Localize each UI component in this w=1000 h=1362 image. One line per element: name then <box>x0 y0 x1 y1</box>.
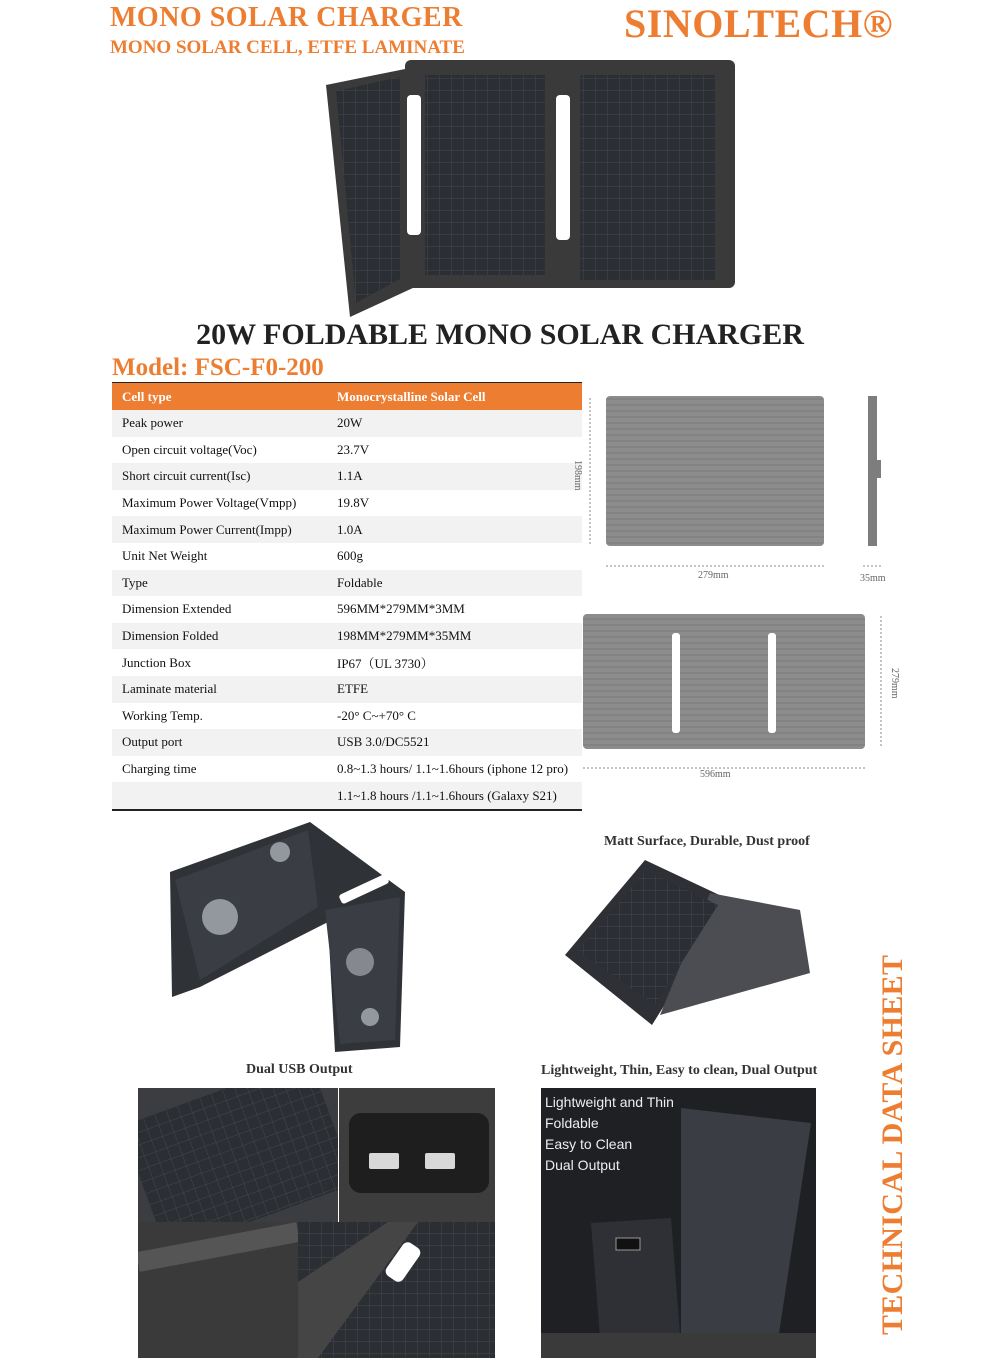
spec-table <box>112 382 582 811</box>
spec-value: 600g <box>327 543 582 570</box>
spec-row <box>112 649 582 676</box>
caption-lightweight: Lightweight, Thin, Easy to clean, Dual Output <box>541 1063 818 1078</box>
folded-depth-label: 35mm <box>860 573 886 584</box>
extended-panel <box>583 614 865 749</box>
extended-height-label: 279mm <box>889 668 900 699</box>
folded-width-label: 279mm <box>698 570 729 581</box>
spec-label: Charging time <box>112 756 327 783</box>
spec-row <box>112 676 582 703</box>
spec-value: 20W <box>327 410 582 437</box>
folded-dimension-drawing <box>578 388 898 588</box>
spec-value: 19.8V <box>327 490 582 517</box>
spec-row <box>112 437 582 464</box>
header-subtitle: MONO SOLAR CELL, ETFE LAMINATE <box>110 37 465 58</box>
product-title: 20W FOLDABLE MONO SOLAR CHARGER <box>196 318 804 351</box>
spec-label: Maximum Power Voltage(Vmpp) <box>112 490 327 517</box>
spec-label: Maximum Power Current(Impp) <box>112 516 327 543</box>
spec-value: -20° C~+70° C <box>327 703 582 730</box>
overlay-feature-3: Easy to Clean <box>545 1136 633 1152</box>
usb-port-photo <box>339 1088 495 1222</box>
spec-value: IP67（UL 3730） <box>327 649 582 676</box>
spec-row <box>112 782 582 810</box>
spec-label: Cell type <box>112 383 327 411</box>
spec-value: 596MM*279MM*3MM <box>327 596 582 623</box>
spec-value: Monocrystalline Solar Cell <box>327 383 582 411</box>
water-splash-photo <box>160 812 410 1057</box>
spec-row <box>112 596 582 623</box>
spec-value: 23.7V <box>327 437 582 464</box>
spec-row <box>112 756 582 783</box>
brand-logo: SINOLTECH® <box>624 1 894 46</box>
extended-dimension-drawing <box>578 608 898 783</box>
overlay-feature-1: Lightweight and Thin <box>545 1094 674 1110</box>
spec-label: Junction Box <box>112 649 327 676</box>
spec-row <box>112 516 582 543</box>
spec-value: Foldable <box>327 570 582 597</box>
panel-closeup-photo <box>138 1088 338 1222</box>
folded-panel-side <box>868 396 877 546</box>
spec-label: Laminate material <box>112 676 327 703</box>
spec-label <box>112 782 327 810</box>
fabric-edge-photo <box>138 1222 298 1358</box>
spec-row <box>112 623 582 650</box>
spec-row <box>112 410 582 437</box>
folded-panel-front <box>606 396 824 546</box>
spec-value: 198MM*279MM*35MM <box>327 623 582 650</box>
hinge-closeup-photo <box>298 1222 495 1358</box>
spec-value: 1.1A <box>327 463 582 490</box>
overlay-feature-2: Foldable <box>545 1115 599 1131</box>
spec-value: 1.1~1.8 hours /1.1~1.6hours (Galaxy S21) <box>327 782 582 810</box>
extended-width-label: 596mm <box>700 769 731 780</box>
spec-row <box>112 490 582 517</box>
model-number: Model: FSC-F0-200 <box>112 354 324 381</box>
caption-dual-usb: Dual USB Output <box>246 1062 353 1077</box>
spec-value: ETFE <box>327 676 582 703</box>
spec-row <box>112 729 582 756</box>
side-text: TECHNICAL DATA SHEET <box>876 955 909 1335</box>
spec-row <box>112 570 582 597</box>
spec-value: 1.0A <box>327 516 582 543</box>
header-title: MONO SOLAR CHARGER <box>110 2 463 33</box>
spec-label: Dimension Extended <box>112 596 327 623</box>
spec-header-row <box>112 383 582 411</box>
product-lifestyle-photo <box>541 1088 816 1358</box>
spec-label: Output port <box>112 729 327 756</box>
overlay-feature-list <box>545 1092 674 1176</box>
spec-label: Unit Net Weight <box>112 543 327 570</box>
spec-row <box>112 543 582 570</box>
technical-data-sheet-label <box>865 950 915 1340</box>
hero-solar-panel-image <box>320 55 740 320</box>
overlay-feature-4: Dual Output <box>545 1157 620 1173</box>
spec-value: 0.8~1.3 hours/ 1.1~1.6hours (iphone 12 pro) <box>327 756 582 783</box>
spec-value: USB 3.0/DC5521 <box>327 729 582 756</box>
spec-label: Peak power <box>112 410 327 437</box>
caption-matt-surface: Matt Surface, Durable, Dust proof <box>604 834 810 849</box>
spec-label: Open circuit voltage(Voc) <box>112 437 327 464</box>
spec-row <box>112 703 582 730</box>
spec-label: Working Temp. <box>112 703 327 730</box>
spec-row <box>112 463 582 490</box>
folded-charger-photo <box>560 855 820 1030</box>
spec-label: Dimension Folded <box>112 623 327 650</box>
folded-height-label: 198mm <box>572 460 583 491</box>
spec-label: Short circuit current(Isc) <box>112 463 327 490</box>
spec-label: Type <box>112 570 327 597</box>
